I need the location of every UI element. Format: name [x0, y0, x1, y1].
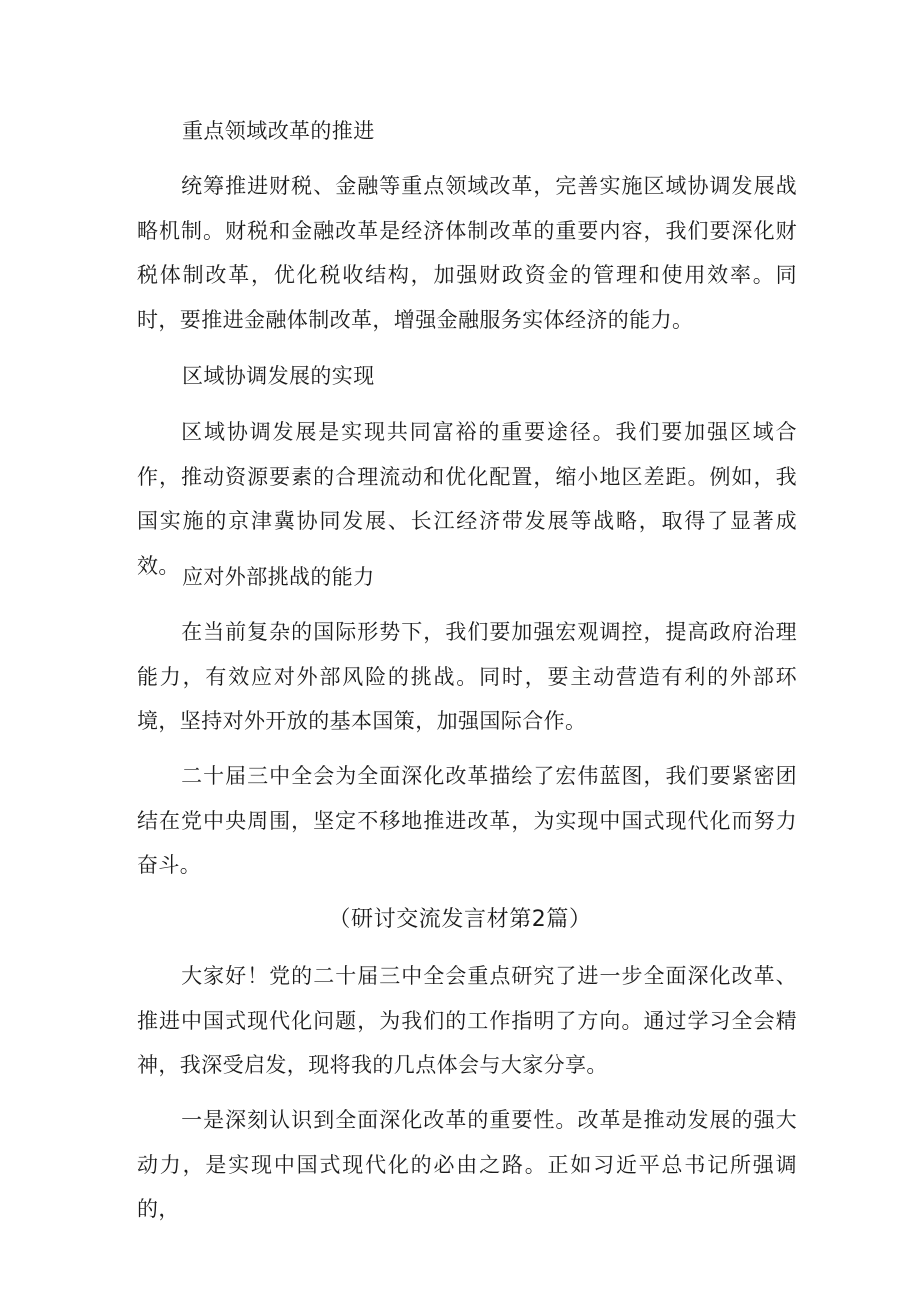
- subheading-external-challenges: 应对外部挑战的能力: [182, 565, 375, 589]
- paragraph-international-situation: 在当前复杂的国际形势下，我们要加强宏观调控，提高政府治理能力，有效应对外部风险的挑战。同时，要主动营造有利的外部环境，坚持对外开放的基本国策，加强国际合作。: [137, 620, 797, 734]
- paragraph-conclusion: 二十届三中全会为全面深化改革描绘了宏伟蓝图，我们要紧密团结在党中央周围，坚定不移地推进改革，为实现中国式现代化而努力奋斗。: [137, 764, 797, 878]
- subheading-key-area-reform: 重点领域改革的推进: [182, 119, 375, 143]
- paragraph-fiscal-financial-reform: 统筹推进财税、金融等重点领域改革，完善实施区域协调发展战略机制。财税和金融改革是经济体制改革的重要内容，我们要深化财税体制改革，优化税收结构，加强财政资金的管理和使用效率。同时，要推进金融体制改革，增强金融服务实体经济的能力。: [137, 174, 797, 333]
- paragraph-regional-development: 区域协调发展是实现共同富裕的重要途径。我们要加强区域合作，推动资源要素的合理流动和优化配置，缩小地区差距。例如，我国实施的京津冀协同发展、长江经济带发展等战略，取得了显著成效。: [137, 420, 797, 579]
- section-title: （研讨交流发言材第2篇）: [328, 907, 592, 932]
- subheading-regional-coordination: 区域协调发展的实现: [182, 364, 375, 388]
- paragraph-point-one: 一是深刻认识到全面深化改革的重要性。改革是推动发展的强大动力，是实现中国式现代化的必由之路。正如习近平总书记所强调的，: [137, 1108, 797, 1222]
- paragraph-greeting: 大家好！党的二十届三中全会重点研究了进一步全面深化改革、推进中国式现代化问题，为我们的工作指明了方向。通过学习全会精神，我深受启发，现将我的几点体会与大家分享。: [137, 964, 797, 1078]
